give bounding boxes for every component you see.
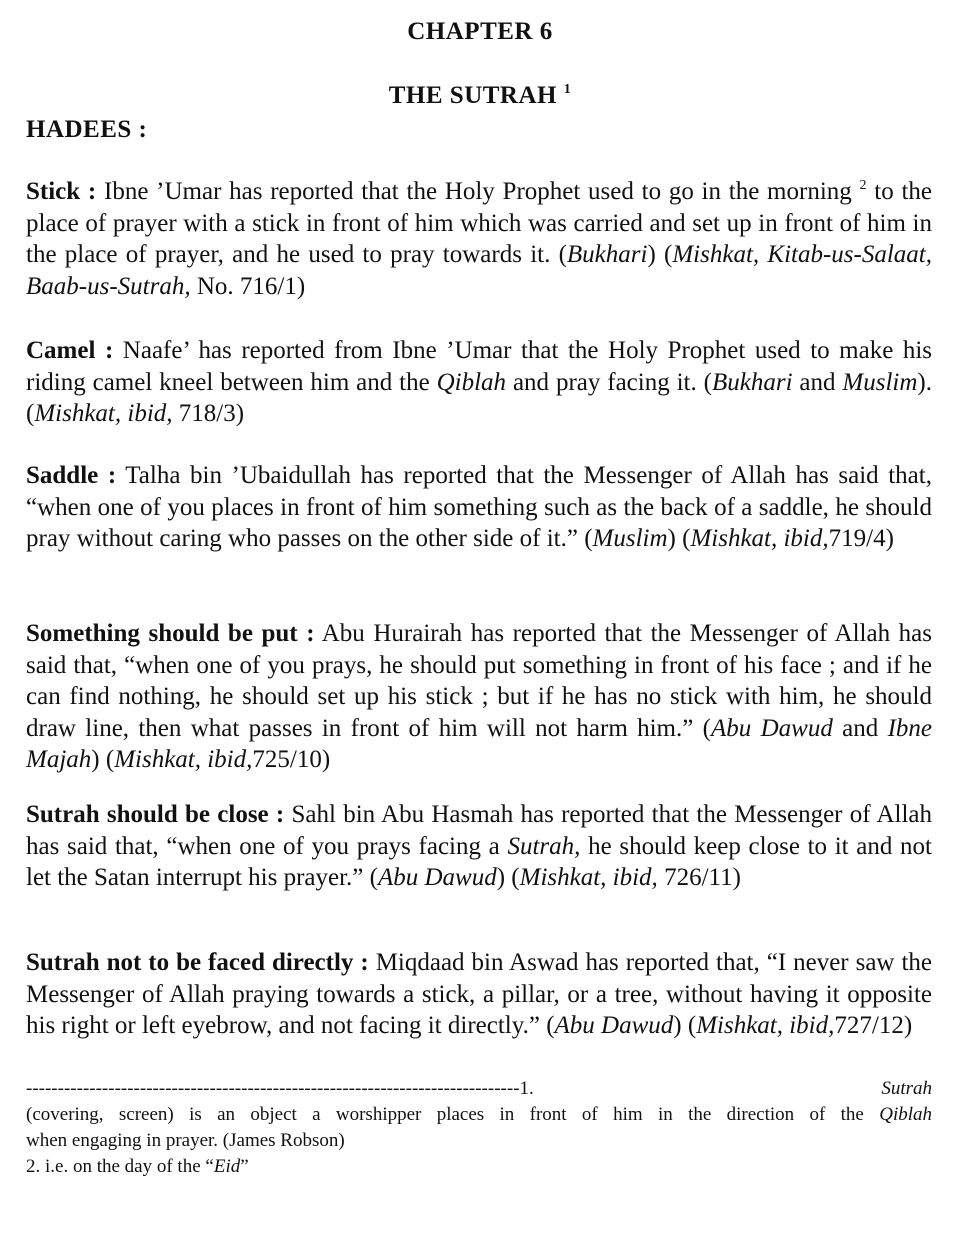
italic-term: Eid — [213, 1156, 241, 1177]
section-title — [0, 82, 960, 110]
citation-number: 719/4) — [828, 525, 894, 552]
citation-source: Abu Dawud — [711, 714, 833, 742]
entry-text: ) ( — [673, 1012, 697, 1039]
footnote-rule-line — [26, 1076, 932, 1102]
entry-text: Abu Hurairah has reported that the Messenger of Allah has said that, “when one of you prays, he should put something in front of his face ; and if he can find nothing, he should set up his stick ; but if he has no stick with him, he should draw line, then what passes in front of him will not harm him.” ( — [26, 620, 932, 742]
entry-text: ) ( — [496, 864, 520, 891]
entry-text: Talha bin ’Ubaidullah has reported that the Messenger of Allah has said that, “when one of you places in front of him something such as the back of a saddle, he should pray without caring who passes on the other side of it.” ( — [26, 462, 932, 552]
entry-text: and pray facing it. ( — [506, 368, 712, 396]
footnote-ref-2[interactable]: 2 — [859, 178, 867, 193]
hadith-entry-sutrah-not-faced-directly — [26, 947, 932, 1042]
italic-term: Sutrah, — [507, 832, 581, 860]
footnote-1-continued: when engaging in prayer. (James Robson) — [26, 1130, 345, 1151]
entry-label: Stick : — [26, 178, 97, 205]
citation-number: No. 716/1) — [190, 272, 306, 300]
entry-label: Saddle : — [26, 462, 117, 489]
citation-source: Abu Dawud — [554, 1012, 674, 1039]
entry-text: ). ( — [26, 368, 932, 427]
hadith-entry-sutrah-should-be-close — [26, 799, 932, 894]
hadith-entry-camel — [26, 335, 932, 430]
entry-label: Camel : — [26, 337, 114, 364]
footnote-ref-1[interactable]: 1 — [563, 82, 572, 97]
citation-source: Muslim — [842, 368, 918, 396]
footnote-2 — [26, 1154, 932, 1180]
citation-source: Abu Dawud — [377, 864, 497, 891]
entry-label: Sutrah not to be faced directly : — [26, 949, 369, 976]
citation-source: Muslim — [592, 525, 668, 552]
hadith-entry-saddle — [26, 460, 932, 555]
entry-text: ) ( — [647, 241, 673, 268]
citation-source: Mishkat, ibid, — [519, 864, 658, 891]
hadith-entry-something-should-be-put — [26, 618, 932, 776]
section-title-text: THE SUTRAH — [388, 82, 557, 109]
citation-source: Mishkat, Kitab-us-Salaat, Baab-us-Sutrah, — [26, 241, 932, 300]
entry-text: and — [832, 714, 888, 742]
footnote-text: 2. i.e. on the day of the “ — [26, 1156, 214, 1177]
entry-text: to the place of prayer with a stick in front of him which was carried and set up in front of him in the place of prayer, and he used to pray towards it. ( — [26, 178, 932, 268]
citation-number: 725/10) — [252, 746, 331, 773]
entry-text: ) ( — [667, 525, 691, 552]
citation-number: 726/11) — [657, 864, 741, 891]
entry-label: Something should be put : — [26, 620, 315, 647]
footnotes — [26, 1076, 932, 1180]
chapter-title: CHAPTER 6 — [407, 18, 553, 45]
citation-source: Mishkat, ibid, — [34, 400, 173, 427]
citation-source: Mishkat, ibid, — [690, 525, 829, 552]
entry-label: Sutrah should be close : — [26, 801, 285, 828]
footnote-text: (covering, screen) is an object a worshipper places in front of him in the direction of the — [26, 1104, 880, 1125]
footnote-separator: ------------------------------------------------------------------------------1. — [26, 1078, 534, 1099]
citation-source: Bukhari — [711, 368, 793, 396]
entry-text: and — [792, 368, 843, 396]
entry-text: Sahl bin Abu Hasmah has reported that the Messenger of Allah has said that, “when one of you prays facing a — [26, 801, 933, 860]
hadith-entry-stick — [26, 176, 932, 302]
entry-text: Ibne ’Umar has reported that the Holy Prophet used to go in the morning — [96, 178, 860, 205]
citation-source: Mishkat, ibid, — [696, 1012, 835, 1039]
footnote-1 — [26, 1102, 932, 1128]
citation-number: 718/3) — [172, 400, 245, 427]
entry-text: he should keep close to it and not let the Satan interrupt his prayer.” ( — [26, 832, 932, 891]
italic-term: Qiblah — [436, 368, 507, 396]
citation-source: Bukhari — [566, 241, 648, 268]
citation-number: 727/12) — [834, 1012, 913, 1039]
entry-text: Naafe’ has reported from Ibne ’Umar that the Holy Prophet used to make his riding camel kneel between him and the — [26, 337, 933, 396]
entry-text: ) ( — [91, 746, 115, 773]
italic-term: Qiblah — [879, 1104, 932, 1125]
hadees-heading: HADEES : — [26, 116, 148, 143]
citation-source: Ibne Majah — [26, 714, 932, 773]
citation-source: Mishkat, ibid, — [114, 746, 253, 773]
footnote-text: ” — [240, 1156, 249, 1177]
entry-text: Miqdaad bin Aswad has reported that, “I never saw the Messenger of Allah praying towards a stick, a pillar, or a tree, without having it opposite his right or left eyebrow, and not facing it directly.” ( — [26, 949, 932, 1039]
footnote-1-term: Sutrah — [881, 1078, 932, 1099]
